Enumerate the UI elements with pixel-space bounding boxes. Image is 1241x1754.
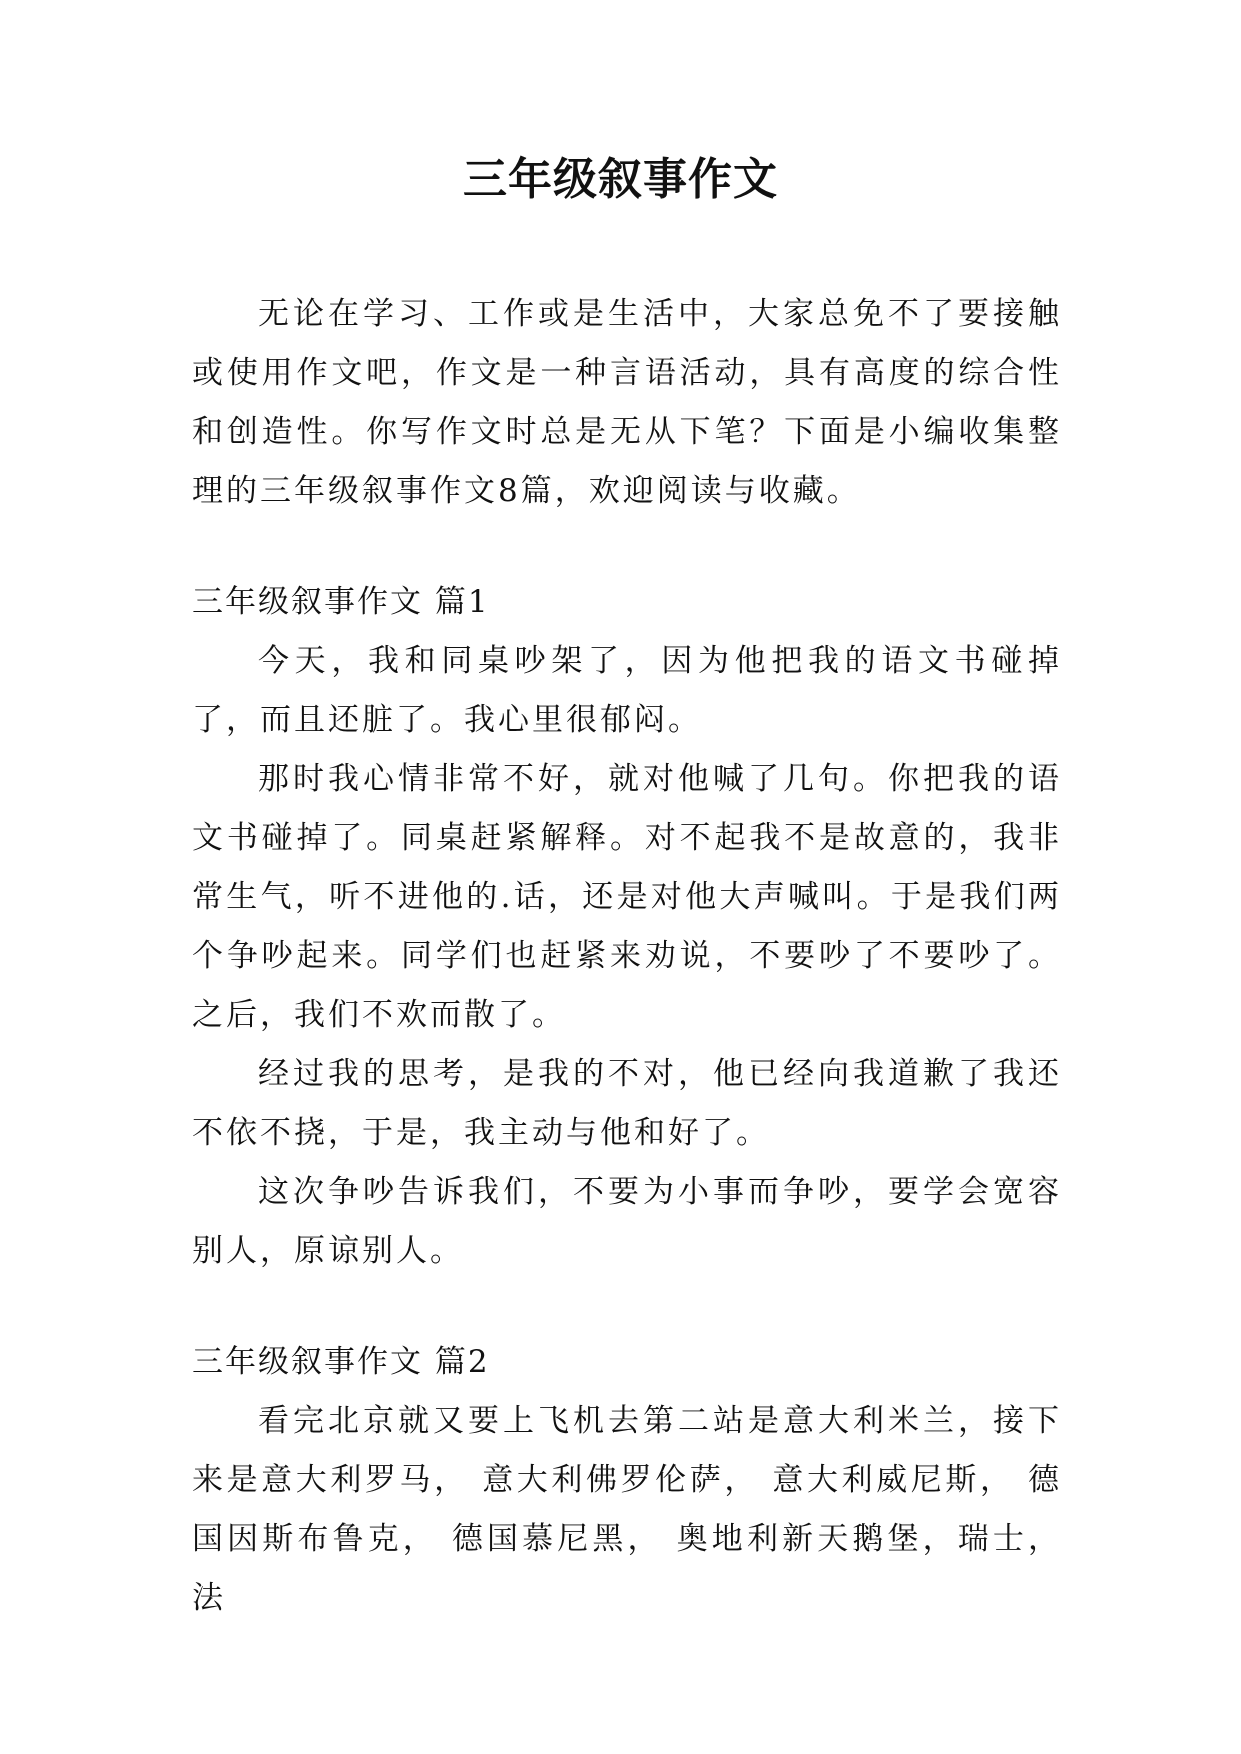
document-title: 三年级叙事作文 xyxy=(463,154,778,205)
section-paragraph: 经过我的思考，是我的不对，他已经向我道歉了我还不依不挠，于是，我主动与他和好了。 xyxy=(192,1056,1062,1151)
intro-paragraph: 无论在学习、工作或是生活中，大家总免不了要接触或使用作文吧，作文是一种言语活动，具有高度的综合性和创造性。你写作文时总是无从下笔？下面是小编收集整理的三年级叙事作文8篇，欢迎阅读与收藏。 xyxy=(192,296,1062,509)
section-paragraph: 看完北京就又要上飞机去第二站是意大利米兰，接下来是意大利罗马， 意大利佛罗伦萨， 意大利威尼斯， 德国因斯布鲁克， 德国慕尼黑， 奥地利新天鹅堡，瑞士， 法 xyxy=(192,1403,1062,1616)
section-paragraph: 那时我心情非常不好，就对他喊了几句。你把我的语文书碰掉了。同桌赶紧解释。对不起我不是故意的，我非常生气，听不进他的.话，还是对他大声喊叫。于是我们两个争吵起来。同学们也赶紧来劝说，不要吵了不要吵了。之后，我们不欢而散了。 xyxy=(192,761,1062,1033)
section-heading: 三年级叙事作文 篇1 xyxy=(192,584,490,620)
section-paragraph: 这次争吵告诉我们，不要为小事而争吵，要学会宽容别人，原谅别人。 xyxy=(192,1174,1062,1269)
document-body xyxy=(192,285,1062,1628)
section-paragraph: 今天，我和同桌吵架了，因为他把我的语文书碰掉了，而且还脏了。我心里很郁闷。 xyxy=(192,643,1062,738)
section-heading: 三年级叙事作文 篇2 xyxy=(192,1344,490,1380)
